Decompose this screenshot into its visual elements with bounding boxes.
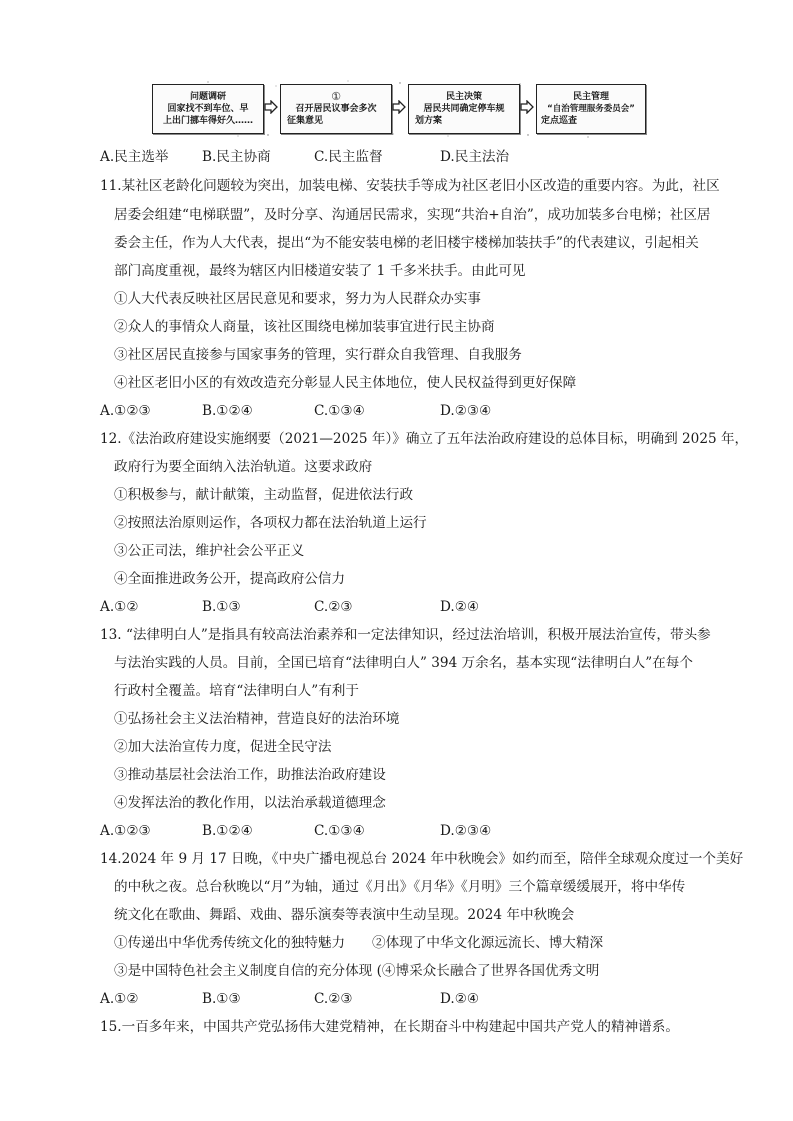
flow-step-2-line-1: ① (331, 90, 341, 103)
q11-stem-line-1: 11.某社区老龄化问题较为突出，加装电梯、安装扶手等成为社区老旧小区改造的重要内容。为此，社区 (100, 178, 720, 194)
q11-option-a: A.①②③ (100, 403, 151, 419)
q10-option-d: D.民主法治 (440, 149, 510, 165)
flow-step-3-line-1: 民主决策 (445, 92, 482, 102)
q14-item-1: ①传递出中华优秀传统文化的独特魅力 (114, 935, 346, 951)
q12-item-4: ④全面推进政务公开，提高政府公信力 (114, 571, 346, 587)
q12-option-b: B.①③ (202, 599, 241, 615)
q14-stem-line-1: 14.2024 年 9 月 17 日晚，《中央广播电视总台 2024 年中秋晚会》如约而至，陪伴全球观众度过一个美好 (100, 851, 744, 867)
q13-stem-line-2: 与法治实践的人员。目前，全国已培育“法律明白人” 394 万余名，基本实现“法律明白人”在每个 (114, 655, 693, 671)
q13-option-a: A.①②③ (100, 823, 151, 839)
process-flow-diagram (148, 80, 648, 138)
q10-option-c: C.民主监督 (314, 149, 383, 165)
q13-option-d: D.②③④ (440, 823, 492, 839)
q12-item-2: ②按照法治原则运作，各项权力都在法治轨道上运行 (114, 515, 427, 531)
q13-stem-line-3: 行政村全覆盖。培育“法律明白人”有利于 (114, 683, 359, 699)
flow-arrow-1-icon (264, 100, 278, 114)
q13-item-2: ②加大法治宣传力度，促进全民守法 (114, 739, 332, 755)
q11-item-1: ①人大代表反映社区居民意见和要求，努力为人民群众办实事 (114, 291, 482, 307)
q14-option-a: A.①② (100, 991, 139, 1007)
q14-option-c: C.②③ (314, 991, 353, 1007)
flow-step-2-line-3: 征集意见 (287, 116, 324, 126)
q10-option-a: A.民主选举 (100, 149, 169, 165)
q12-stem-line-2: 政府行为要全面纳入法治轨道。这要求政府 (114, 459, 373, 475)
flow-step-1 (152, 84, 264, 134)
q15-stem-line-1: 15.一百多年来，中国共产党弘扬伟大建党精神，在长期奋斗中构建起中国共产党人的精神谱系。 (100, 1019, 679, 1035)
q11-option-c: C.①③④ (314, 403, 365, 419)
q12-option-d: D.②④ (440, 599, 480, 615)
q12-stem-line-1: 12.《法治政府建设实施纲要（2021—2025 年）》确立了五年法治政府建设的总体目标，明确到 2025 年， (100, 431, 749, 447)
flow-step-4-line-3: 定点巡查 (541, 116, 578, 126)
flow-arrow-2-icon (392, 100, 406, 114)
flow-arrow-3-icon (520, 100, 534, 114)
flow-step-4 (536, 84, 646, 134)
q12-item-3: ③公正司法，维护社会公平正义 (114, 543, 305, 559)
flow-step-1-line-2: 回家找不到车位、早 (167, 104, 249, 114)
q11-item-3: ③社区居民直接参与国家事务的管理，实行群众自我管理、自我服务 (114, 347, 522, 363)
flow-step-3 (408, 84, 520, 134)
q13-stem-line-1: 13. “法律明白人”是指具有较高法治素养和一定法律知识，经过法治培训，积极开展法治宣传，带头参 (100, 627, 711, 643)
q14-items-3-4: ③是中国特色社会主义制度自信的充分体现 (④博采众长融合了世界各国优秀文明 (114, 963, 600, 979)
flow-step-3-line-3: 划方案 (415, 116, 443, 126)
q12-option-a: A.①② (100, 599, 139, 615)
q11-option-b: B.①②④ (202, 403, 253, 419)
flow-step-2-line-2: 召开居民议事会多次 (295, 104, 377, 114)
q13-item-4: ④发挥法治的教化作用，以法治承载道德理念 (114, 795, 386, 811)
flow-step-3-line-2: 居民共同确定停车规 (423, 104, 505, 114)
flow-step-1-line-3: 上出门挪车得好久…… (162, 116, 253, 126)
q14-stem-line-3: 统文化在歌曲、舞蹈、戏曲、器乐演奏等表演中生动呈现。2024 年中秋晚会 (114, 907, 575, 923)
q13-item-1: ①弘扬社会主义法治精神，营造良好的法治环境 (114, 711, 400, 727)
q14-option-b: B.①③ (202, 991, 241, 1007)
q13-item-3: ③推动基层社会法治工作，助推法治政府建设 (114, 767, 386, 783)
q12-item-1: ①积极参与，献计献策，主动监督，促进依法行政 (114, 487, 414, 503)
flow-step-1-line-1: 问题调研 (189, 92, 226, 102)
q13-option-b: B.①②④ (202, 823, 253, 839)
q13-option-c: C.①③④ (314, 823, 365, 839)
q10-option-b: B.民主协商 (202, 149, 271, 165)
q14-item-2: ②体现了中华文化源远流长、博大精深 (372, 935, 604, 951)
flow-step-2 (280, 84, 392, 134)
q11-stem-line-2: 居委会组建“电梯联盟”，及时分享、沟通居民需求，实现“共治+自治”，成功加装多台电梯；社区居 (114, 207, 711, 223)
flow-step-4-line-1: 民主管理 (572, 92, 609, 102)
q14-stem-line-2: 的中秋之夜。总台秋晚以“月”为轴，通过《月出》《月华》《月明》三个篇章缓缓展开，将中华传 (114, 879, 686, 895)
q11-item-4: ④社区老旧小区的有效改造充分彰显人民主体地位，使人民权益得到更好保障 (114, 375, 577, 391)
q11-stem-line-3: 委会主任，作为人大代表，提出“为不能安装电梯的老旧楼宇楼梯加装扶手”的代表建议，引起相关 (114, 235, 699, 251)
q14-option-d: D.②④ (440, 991, 480, 1007)
q11-item-2: ②众人的事情众人商量，该社区围绕电梯加装事宜进行民主协商 (114, 319, 495, 335)
q11-stem-line-4: 部门高度重视，最终为辖区内旧楼道安装了 1 千多米扶手。由此可见 (114, 263, 526, 279)
flow-step-4-line-2: “自治管理服务委员会” (547, 104, 635, 114)
q12-option-c: C.②③ (314, 599, 353, 615)
q11-option-d: D.②③④ (440, 403, 492, 419)
